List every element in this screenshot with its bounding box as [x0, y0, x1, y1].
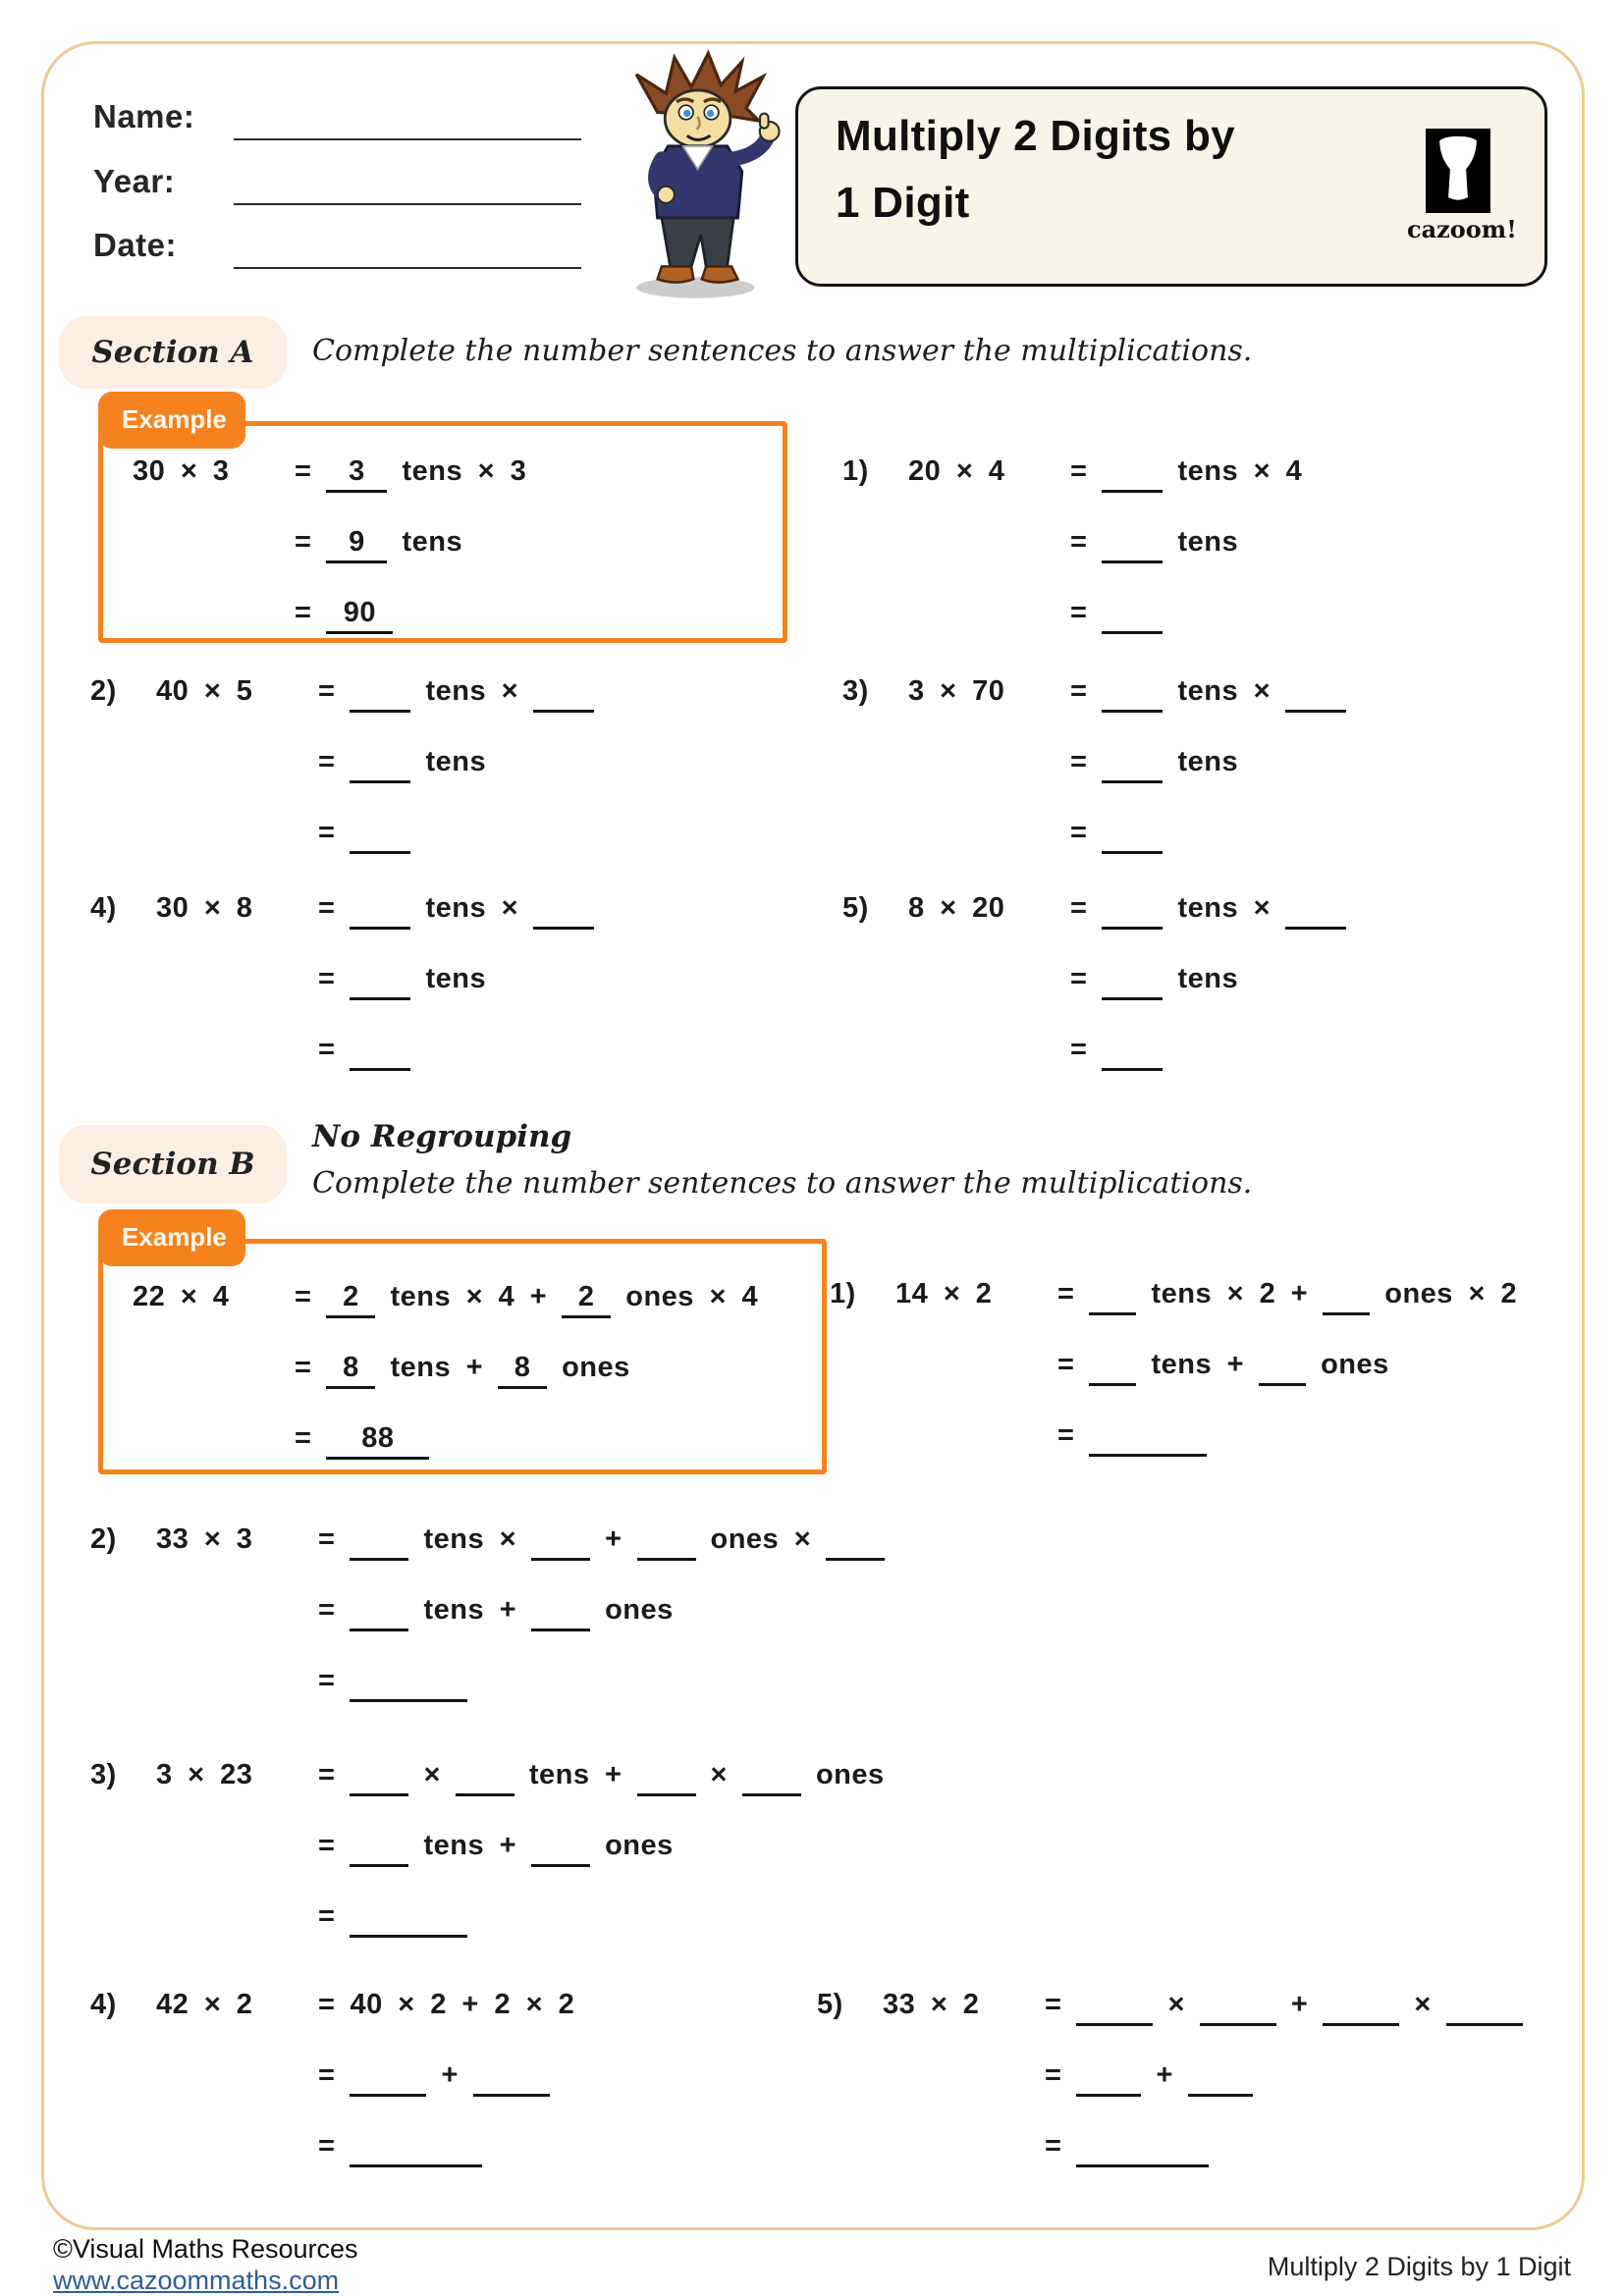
answer-blank[interactable] [533, 669, 594, 713]
problem-expression: 40 × 5 [156, 674, 253, 707]
problem-line [133, 507, 783, 577]
name-field-line[interactable] [234, 138, 581, 140]
problem-expression: 8 × 20 [908, 891, 1005, 924]
page-title-line-2: 1 Digit [836, 179, 970, 227]
problem-text: ones × 4 [625, 1280, 759, 1312]
problem-line [90, 1810, 885, 1881]
problem-b3 [90, 1739, 885, 1951]
answer-blank[interactable] [350, 1028, 410, 1071]
problem-text: + [1156, 2058, 1173, 2091]
problem-text: = [318, 2129, 336, 2162]
problem-expression: 20 × 4 [908, 454, 1005, 487]
problem-text: tens [425, 962, 487, 994]
title-box [795, 86, 1547, 287]
problem-text: = [318, 816, 336, 848]
problem-text: × [423, 1758, 441, 1790]
section-b-instruction: Complete the number sentences to answer the multiplications. [312, 1166, 1253, 1201]
problem-text: = [318, 1829, 336, 1861]
answer-blank[interactable] [531, 1588, 590, 1631]
answer-blank[interactable] [826, 1518, 885, 1561]
problem-text: × [1167, 1988, 1185, 2020]
section-b-subtitle: No Regrouping [312, 1119, 572, 1154]
answer-blank[interactable]: 9 [326, 520, 387, 563]
answer-blank[interactable] [742, 1753, 801, 1796]
problem-line [842, 577, 1302, 648]
answer-blank[interactable] [350, 1659, 467, 1702]
cazoom-logo [1407, 129, 1517, 243]
problem-text: + [605, 1522, 623, 1555]
problem-line [842, 507, 1302, 577]
answer-blank[interactable] [1102, 450, 1163, 493]
problem-text: = [1070, 1033, 1088, 1065]
problem-line [842, 943, 1346, 1014]
problem-text: × [710, 1758, 728, 1790]
problem-text: ones × 2 [1384, 1277, 1518, 1309]
answer-blank[interactable] [350, 669, 410, 713]
problem-text: tens + [423, 1829, 517, 1861]
problem-text: tens [1177, 962, 1239, 994]
problem-line [90, 797, 594, 868]
problem-number: 4) [90, 891, 117, 924]
problem-text: + [1290, 1988, 1309, 2020]
answer-blank[interactable] [533, 886, 594, 930]
problem-text: tens [402, 525, 463, 558]
example-box-a [98, 421, 787, 643]
answer-blank[interactable] [531, 1824, 590, 1867]
problem-text: ones × [710, 1522, 812, 1555]
problem-text: = [318, 891, 336, 924]
footer-doc-title: Multiply 2 Digits by 1 Digit [1267, 2252, 1571, 2281]
answer-blank[interactable] [350, 1895, 467, 1938]
problem-number: 3) [90, 1758, 117, 1790]
answer-blank[interactable] [1102, 957, 1163, 1000]
problem-line [842, 873, 1346, 943]
problem-text: = [1070, 674, 1088, 707]
problem-expression: 22 × 4 [133, 1280, 230, 1312]
problem-text: = [318, 1664, 336, 1696]
problem-text: tens × 2 + [1151, 1277, 1309, 1309]
problem-text: tens + [1151, 1348, 1245, 1380]
problem-text: 40 × 2 + 2 × 2 [350, 1988, 575, 2020]
problem-text: = [318, 1522, 336, 1555]
problem-text: tens × 3 [402, 454, 527, 487]
problem-b5 [817, 1969, 1523, 2181]
answer-blank[interactable] [350, 2054, 426, 2097]
problem-line [90, 726, 594, 797]
problem-text: = [318, 1033, 336, 1065]
problem-text: = [318, 1758, 336, 1790]
problem-line [90, 1014, 594, 1085]
problem-expression: 33 × 3 [156, 1522, 253, 1555]
problem-text: = [1057, 1418, 1075, 1451]
problem-text: tens + [528, 1758, 623, 1790]
problem-text: = [318, 962, 336, 994]
cartoon-boy-icon [597, 49, 811, 302]
problem-text: tens × [1177, 674, 1272, 707]
problem-text: = [295, 525, 312, 558]
date-field-line[interactable] [234, 267, 581, 269]
answer-blank[interactable] [1323, 1272, 1370, 1315]
problem-text: tens × 4 + [390, 1280, 548, 1312]
problem-text: = [318, 1593, 336, 1626]
problem-text: ones [815, 1758, 885, 1790]
answer-blank[interactable] [531, 1518, 590, 1561]
answer-blank[interactable] [1102, 591, 1163, 634]
problem-a2 [90, 656, 594, 868]
answer-blank[interactable]: 2 [326, 1275, 375, 1318]
problem-text: tens [1177, 745, 1239, 777]
section-b-pill [59, 1125, 287, 1203]
problem-line [90, 873, 594, 943]
problem-number: 4) [90, 1988, 117, 2020]
problem-b2 [90, 1504, 885, 1716]
answer-blank[interactable] [1102, 669, 1163, 713]
answer-blank[interactable] [1446, 1983, 1523, 2026]
problem-expression: 42 × 2 [156, 1988, 253, 2020]
problem-line [817, 2110, 1523, 2181]
problem-line [842, 436, 1302, 507]
problem-text: = [1057, 1277, 1075, 1309]
problem-line [90, 2110, 574, 2181]
answer-blank[interactable]: 88 [326, 1416, 429, 1460]
problem-line [90, 2040, 574, 2110]
answer-blank[interactable] [350, 1753, 408, 1796]
problem-b4 [90, 1969, 574, 2181]
problem-text: tens + [423, 1593, 517, 1626]
answer-blank[interactable] [1089, 1272, 1136, 1315]
problem-number: 5) [817, 1988, 843, 2020]
problem-text: = [1045, 1988, 1062, 2020]
year-field-label: Year: [93, 163, 176, 199]
problem-line [90, 1504, 885, 1575]
problem-b1 [830, 1258, 1517, 1470]
problem-line [90, 943, 594, 1014]
page-title-line-1: Multiply 2 Digits by [836, 112, 1235, 160]
problem-number: 1) [830, 1277, 856, 1309]
section-a-label: Section A [91, 335, 254, 370]
answer-blank[interactable] [473, 2054, 550, 2097]
problem-text: = [295, 454, 312, 487]
answer-blank[interactable] [350, 1588, 408, 1631]
problem-text: = [295, 1280, 312, 1312]
answer-blank[interactable] [350, 886, 410, 930]
logo-wordmark: cazoom! [1407, 215, 1517, 243]
problem-line [90, 656, 594, 726]
djembe-drum-icon [1426, 129, 1490, 213]
problem-text: ones [1321, 1348, 1389, 1380]
problem-text: = [295, 1351, 312, 1383]
answer-blank[interactable] [1102, 1028, 1163, 1071]
problem-line [90, 1739, 885, 1810]
answer-blank[interactable] [1200, 1983, 1276, 2026]
problem-line [133, 577, 783, 648]
problem-line [90, 1575, 885, 1645]
problem-a1 [842, 436, 1302, 648]
answer-blank[interactable] [350, 1518, 408, 1561]
problem-text: = [318, 674, 336, 707]
date-field-label: Date: [93, 227, 178, 263]
problem-text: tens × [423, 1522, 517, 1555]
answer-blank[interactable]: 8 [498, 1346, 547, 1389]
problem-text: × [1414, 1988, 1432, 2020]
problem-line [817, 2040, 1523, 2110]
section-a-pill [59, 316, 287, 389]
problem-a5 [842, 873, 1346, 1085]
problem-text: = [1070, 816, 1088, 848]
answer-blank[interactable] [1259, 1343, 1306, 1386]
problem-text: tens × 4 [1177, 454, 1303, 487]
problem-text: = [1057, 1348, 1075, 1380]
problem-line [90, 1969, 574, 2040]
problem-number: 2) [90, 1522, 117, 1555]
answer-blank[interactable]: 8 [326, 1346, 375, 1389]
answer-blank[interactable] [1076, 2054, 1141, 2097]
answer-blank[interactable] [350, 2124, 482, 2167]
problem-text: = [1070, 596, 1088, 628]
problem-line [842, 726, 1346, 797]
page-title [836, 103, 1235, 237]
problem-line [842, 656, 1346, 726]
problem-text: = [1070, 891, 1088, 924]
answer-blank[interactable] [637, 1518, 696, 1561]
answer-blank[interactable] [1102, 740, 1163, 783]
problem-line [842, 797, 1346, 868]
problem-line [133, 1403, 822, 1473]
answer-blank[interactable] [1102, 886, 1163, 930]
problem-text: = [1045, 2058, 1062, 2091]
section-a-instruction: Complete the number sentences to answer the multiplications. [312, 334, 1253, 368]
problem-text: = [1070, 745, 1088, 777]
problem-number: 3) [842, 674, 869, 707]
problem-text: ones [562, 1351, 630, 1383]
answer-blank[interactable] [1076, 1983, 1153, 2026]
problem-line [842, 1014, 1346, 1085]
answer-blank[interactable] [1089, 1414, 1207, 1457]
problem-text: = [1070, 454, 1088, 487]
problem-line [90, 1645, 885, 1716]
answer-blank[interactable] [350, 957, 410, 1000]
problem-text: tens [1177, 525, 1239, 558]
answer-blank[interactable] [637, 1753, 696, 1796]
problem-a4 [90, 873, 594, 1085]
problem-text: = [1045, 2129, 1062, 2162]
problem-a3 [842, 656, 1346, 868]
problem-number: 1) [842, 454, 869, 487]
name-field-label: Name: [93, 98, 195, 134]
problem-expression: 14 × 2 [895, 1277, 993, 1309]
answer-blank[interactable] [350, 1824, 408, 1867]
problem-text: = [318, 2058, 336, 2091]
answer-blank[interactable] [350, 740, 410, 783]
problem-text: = [318, 745, 336, 777]
problem-text: tens [425, 745, 487, 777]
answer-blank[interactable] [1188, 2054, 1253, 2097]
problem-expression: 30 × 3 [133, 454, 230, 487]
answer-blank[interactable]: 3 [326, 450, 387, 493]
answer-blank[interactable] [1285, 669, 1346, 713]
answer-blank[interactable] [456, 1753, 514, 1796]
problem-text: = [318, 1988, 336, 2020]
footer-copyright: ©Visual Maths Resources [53, 2234, 358, 2264]
problem-expression: 3 × 23 [156, 1758, 253, 1790]
answer-blank[interactable] [350, 811, 410, 854]
problem-text: = [318, 1899, 336, 1932]
problem-text: ones [605, 1829, 674, 1861]
problem-text: = [1070, 525, 1088, 558]
problem-text: tens × [425, 674, 519, 707]
problem-text: + [441, 2058, 459, 2091]
problem-text: tens + [390, 1351, 484, 1383]
problem-expression: 3 × 70 [908, 674, 1005, 707]
problem-text: ones [605, 1593, 674, 1626]
answer-blank[interactable]: 2 [562, 1275, 611, 1318]
year-field-line[interactable] [234, 203, 581, 205]
problem-expression: 33 × 2 [883, 1988, 980, 2020]
answer-blank[interactable] [1102, 520, 1163, 563]
answer-blank[interactable] [1089, 1343, 1136, 1386]
problem-expression: 30 × 8 [156, 891, 253, 924]
problem-text: = [1070, 962, 1088, 994]
problem-text: = [295, 596, 312, 628]
answer-blank[interactable] [1102, 811, 1163, 854]
problem-number: 2) [90, 674, 117, 707]
problem-line [90, 1881, 885, 1951]
problem-line [830, 1400, 1517, 1470]
example-tab-a: Example [98, 392, 245, 449]
problem-text: = [295, 1421, 312, 1454]
example-box-b [98, 1239, 827, 1474]
answer-blank[interactable]: 90 [326, 591, 393, 634]
footer-website-link[interactable]: www.cazoommaths.com [53, 2266, 340, 2295]
section-b-label: Section B [90, 1147, 255, 1182]
problem-line [133, 1332, 822, 1403]
answer-blank[interactable] [1076, 2124, 1209, 2167]
example-tab-b: Example [98, 1209, 245, 1266]
answer-blank[interactable] [1323, 1983, 1399, 2026]
problem-number: 5) [842, 891, 869, 924]
problem-line [817, 1969, 1523, 2040]
problem-line [830, 1329, 1517, 1400]
problem-line [830, 1258, 1517, 1329]
problem-text: tens × [1177, 891, 1272, 924]
answer-blank[interactable] [1285, 886, 1346, 930]
problem-line [133, 1261, 822, 1332]
problem-text: tens × [425, 891, 519, 924]
